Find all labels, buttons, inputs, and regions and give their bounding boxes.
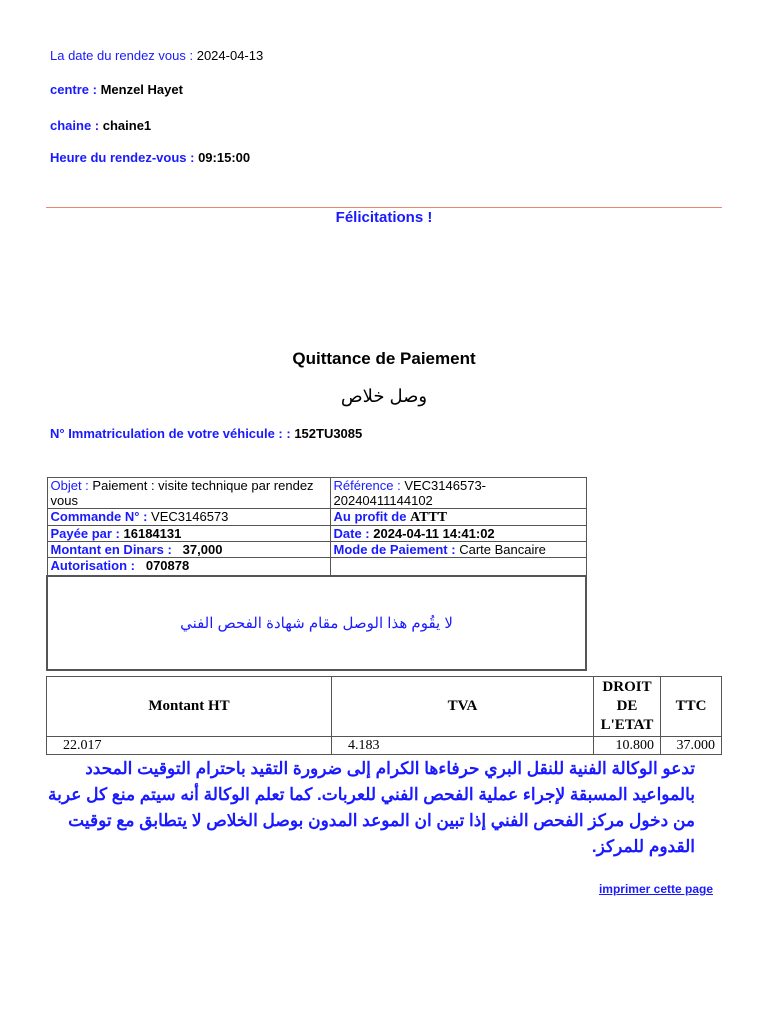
divider [46,207,722,208]
commande-label: Commande N° : [50,509,152,524]
chaine [50,118,151,133]
payee-label: Payée par : [50,526,124,541]
centre-label: centre : [50,82,101,97]
date-value: 2024-04-11 14:41:02 [373,526,495,541]
montant-label: Montant en Dinars : [50,542,176,557]
print-page-link[interactable]: imprimer cette page [598,882,713,896]
header-tva: TVA [332,677,594,737]
header-droit-etat: DROIT DE L'ETAT [594,677,661,737]
receipt-title-arabic: وصل خلاص [340,386,428,406]
profit-value: ATTT [410,510,448,525]
mode-label: Mode de Paiement : [333,542,460,557]
autorisation-cell [47,558,330,577]
receipt-title: Quittance de Paiement [292,349,476,368]
montant-value: 37,000 [175,542,223,557]
notice-paragraph: تدعو الوكالة الفنية للنقل البري حرفاءها الكرام إلى ضرورة التقيد باحترام التوقيت المحدد بالمواعيد المسبقة لإجراء عملية الفحص الفني للعربات. كما تعلم الوكالة أنه سيتم منع كل عربة من دخول مركز الفحص الفني إذا تبين ان الموعد المدون بوصل الخلاص لا يتطابق مع توقيت القدوم للمركز. [48,759,695,856]
empty-cell [330,558,586,577]
centre [50,82,183,97]
payee-value: 16184131 [123,526,182,541]
autorisation-value: 070878 [138,558,190,573]
header-ttc: TTC [661,677,722,737]
reference-cell [330,478,586,509]
mode-cell [330,542,586,558]
profit-cell [330,509,586,526]
header-montant-ht: Montant HT [47,677,332,737]
commande-cell [47,509,330,526]
commande-value: VEC3146573 [151,509,229,524]
objet-label: Objet : [50,478,93,493]
objet-value: Paiement : visite technique par rendez vous [50,478,314,508]
value-montant-ht: 22.017 [47,737,332,755]
registration-label: N° Immatriculation de votre véhicule : : [50,426,295,441]
date-label: Date : [333,526,374,541]
appointment-date [50,48,263,63]
profit-label: Au profit de [333,509,411,524]
autorisation-label: Autorisation : [50,558,139,573]
reference-label: Référence : [333,478,405,493]
appointment-time-label: Heure du rendez-vous : [50,150,199,165]
date-cell [330,526,586,542]
chaine-value: chaine1 [102,118,152,133]
amounts-table [46,676,722,755]
reference-value: VEC3146573-20240411144102 [333,478,486,508]
chaine-label: chaine : [50,118,103,133]
montant-cell [47,542,330,558]
registration-number [50,426,362,441]
mode-value: Carte Bancaire [459,542,546,557]
registration-value: 152TU3085 [294,426,363,441]
payee-cell [47,526,330,542]
value-droit-etat: 10.800 [594,737,661,755]
appointment-time [50,150,250,165]
appointment-date-label: La date du rendez vous : [50,48,197,63]
centre-value: Menzel Hayet [100,82,183,97]
objet-cell [47,478,330,509]
disclaimer-note: لا يقُوم هذا الوصل مقام شهادة الفحص الفني [47,576,586,670]
value-ttc: 37.000 [661,737,722,755]
felicitations-heading: Félicitations ! [335,209,433,226]
value-tva: 4.183 [332,737,594,755]
appointment-time-value: 09:15:00 [198,150,251,165]
payment-details-table [46,477,587,671]
appointment-date-value: 2024-04-13 [196,48,264,63]
